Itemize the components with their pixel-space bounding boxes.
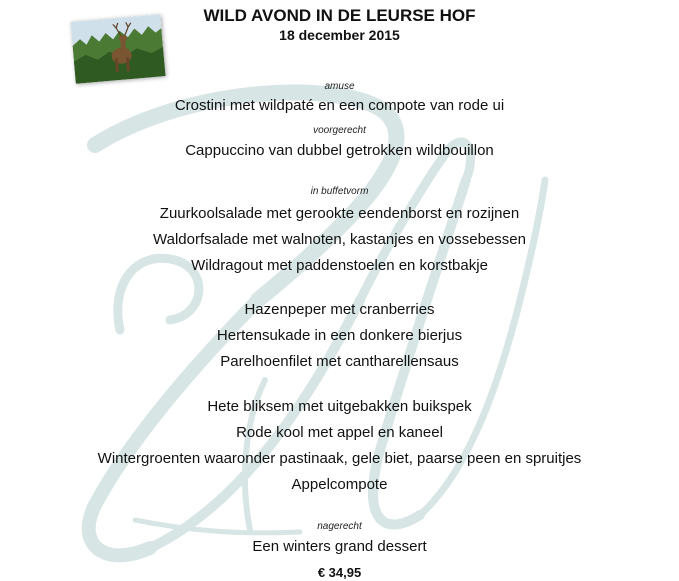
- dish-nagerecht: Een winters grand dessert: [252, 538, 427, 555]
- dish-buffet-side: Rode kool met appel en kaneel: [236, 424, 443, 441]
- course-label-nagerecht: nagerecht: [317, 521, 362, 532]
- dish-buffet-side: Appelcompote: [291, 476, 388, 493]
- dish-buffet-main: Hazenpeper met cranberries: [244, 301, 435, 318]
- menu-price: € 34,95: [317, 565, 362, 580]
- course-label-voorgerecht: voorgerecht: [313, 125, 366, 136]
- dish-buffet-main: Hertensukade in een donkere bierjus: [216, 327, 463, 344]
- course-label-amuse: amuse: [324, 81, 355, 92]
- dish-buffet-salad: Zuurkoolsalade met gerookte eendenborst en rozijnen: [159, 205, 520, 222]
- page-title: WILD AVOND IN DE LEURSE HOF: [203, 6, 476, 25]
- dish-voorgerecht: Cappuccino van dubbel getrokken wildbouillon: [185, 142, 494, 159]
- event-date: 18 december 2015: [279, 27, 400, 43]
- dish-buffet-side: Hete bliksem met uitgebakken buikspek: [207, 398, 472, 415]
- dish-buffet-salad: Wildragout met paddenstoelen en korstbakje: [191, 257, 488, 274]
- dish-buffet-main: Parelhoenfilet met cantharellensaus: [220, 353, 459, 370]
- dish-buffet-salad: Waldorfsalade met walnoten, kastanjes en vossebessen: [153, 231, 526, 248]
- dish-buffet-side: Wintergroenten waaronder pastinaak, gele biet, paarse peen en spruitjes: [97, 450, 582, 467]
- dish-amuse: Crostini met wildpaté en een compote van rode ui: [174, 97, 505, 114]
- course-label-buffet: in buffetvorm: [310, 186, 369, 197]
